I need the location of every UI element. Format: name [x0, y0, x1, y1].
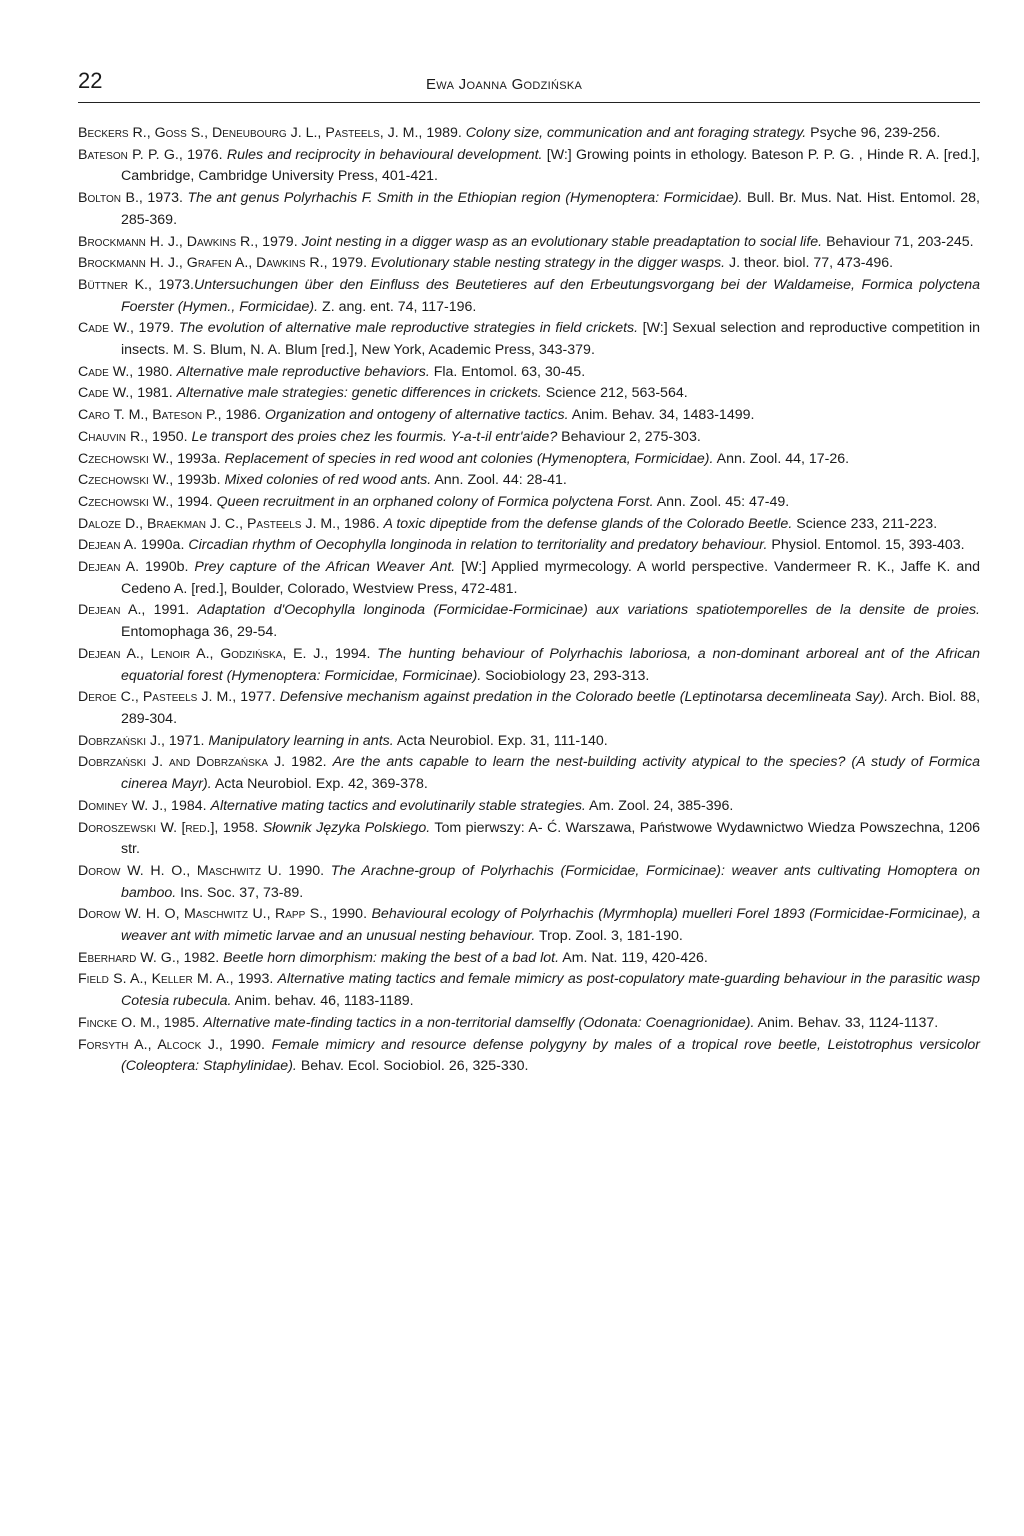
reference-year: 1982.: [179, 949, 224, 966]
reference-authors: Bolton B.,: [78, 190, 143, 207]
reference-title: Alternative male strategies: genetic differences in crickets.: [176, 385, 542, 402]
reference-entry: [78, 405, 980, 427]
reference-year: 1991.: [145, 602, 198, 619]
reference-title: Colony size, communication and ant foraging strategy.: [465, 125, 807, 141]
reference-year: 1990.: [222, 1036, 272, 1053]
reference-year: 1986.: [221, 407, 265, 424]
reference-source: Trop. Zool. 3, 181-190.: [535, 928, 683, 945]
reference-year: 1990.: [327, 906, 372, 923]
reference-source: Anim. Behav. 33, 1124-1137.: [754, 1014, 939, 1031]
reference-entry: [78, 687, 980, 730]
reference-entry: [78, 1013, 980, 1035]
reference-title: The Arachne-group of Polyrhachis (Formicidae, Formicinae): weaver ants cultivating Homoptera on bamboo.: [121, 862, 980, 901]
reference-authors: Dejean A., Lenoir A., Godzińska, E. J.,: [78, 645, 329, 662]
reference-title: The ant genus Polyrhachis F. Smith in the Ethiopian region (Hymenoptera: Formicidae).: [187, 190, 743, 207]
reference-source: Psyche 96, 239-256.: [806, 125, 941, 141]
reference-entry: [78, 752, 980, 795]
reference-authors: Czechowski W.,: [78, 450, 174, 467]
reference-title: Untersuchungen über den Einfluss des Beutetieres auf den Erbeutungsvorgang bei der Waldameise, Formica polyctena Foerster (Hymen., Formicidae).: [121, 276, 981, 315]
reference-source: Fla. Entomol. 63, 30-45.: [429, 363, 586, 380]
reference-source: Arch. Biol. 88, 289-304.: [121, 689, 981, 727]
reference-source: Tom pierwszy: A- Ć. Warszawa, Państwowe Wydawnictwo Wiedza Powszechna, 1206 str.: [121, 819, 980, 858]
reference-entry: [78, 449, 980, 471]
reference-entry: [78, 470, 980, 492]
reference-entry: [78, 904, 980, 947]
reference-year: 1958.: [218, 819, 263, 836]
reference-entry: [78, 383, 980, 405]
reference-title: The hunting behaviour of Polyrhachis laboriosa, a non-dominant arboreal ant of the African equatorial forest (Hymenoptera: Formicidae, Formicinae).: [121, 645, 980, 684]
reference-year: 1994.: [328, 645, 378, 662]
reference-authors: Czechowski W.,: [78, 493, 174, 510]
reference-authors: Cade W.,: [78, 363, 134, 380]
reference-authors: Dobrzański J.,: [78, 732, 165, 749]
running-head-author: Ewa Joanna Godzińska: [426, 76, 583, 93]
reference-year: 1993b.: [173, 472, 225, 489]
reference-authors: Doroszewski W. [red.],: [78, 819, 219, 836]
reference-title: The evolution of alternative male reproductive strategies in field crickets.: [178, 320, 639, 337]
reference-entry: [78, 644, 980, 687]
reference-entry: [78, 492, 980, 514]
reference-authors: Dorow W. H. O., Maschwitz U.: [78, 862, 282, 879]
reference-title: Adaptation d'Oecophylla longinoda (Formicidae-Formicinae) aux variations spatiotemporelles de la densite de proies.: [197, 602, 980, 619]
reference-entry: [78, 861, 980, 904]
reference-year: 1980.: [133, 363, 177, 380]
reference-source: Physiol. Entomol. 15, 393-403.: [767, 537, 965, 554]
reference-title: Organization and ontogeny of alternative tactics.: [264, 407, 569, 424]
reference-title: Are the ants capable to learn the nest-building activity atypical to the species? (A study of Formica cinerea Mayr).: [121, 754, 980, 793]
reference-year: 1971.: [164, 732, 209, 749]
reference-year: 1990b.: [139, 559, 195, 576]
reference-source: Am. Zool. 24, 385-396.: [585, 797, 734, 814]
reference-title: Mixed colonies of red wood ants.: [224, 472, 432, 489]
reference-title: Le transport des proies chez les fourmis. Y-a-t-il entr'aide?: [191, 428, 558, 445]
reference-title: Replacement of species in red wood ant colonies (Hymenoptera, Formicidae).: [224, 450, 714, 467]
reference-year: 1990.: [281, 862, 331, 879]
reference-title: Słownik Języka Polskiego.: [262, 819, 431, 836]
reference-year: 1986.: [340, 515, 384, 532]
reference-source: Behaviour 2, 275-303.: [557, 428, 701, 445]
reference-authors: Daloze D., Braekman J. C., Pasteels J. M.,: [78, 515, 341, 532]
reference-year: 1993.: [233, 971, 278, 988]
reference-year: 1979.: [133, 320, 179, 337]
reference-entry: [78, 818, 980, 861]
reference-authors: Fincke O. M.,: [78, 1014, 160, 1031]
reference-source: Ann. Zool. 45: 47-49.: [653, 493, 790, 510]
reference-year: 1950.: [148, 428, 192, 445]
reference-entry: [78, 557, 980, 600]
reference-authors: Dorow W. H. O, Maschwitz U., Rapp S.,: [78, 906, 328, 923]
reference-title: Rules and reciprocity in behavioural development.: [226, 146, 543, 163]
reference-source: Anim. Behav. 34, 1483-1499.: [568, 407, 755, 424]
reference-authors: Caro T. M., Bateson P.,: [78, 407, 222, 424]
reference-authors: Dejean A.: [78, 537, 138, 554]
reference-entry: [78, 123, 980, 145]
reference-entry: [78, 232, 980, 254]
reference-authors: Field S. A., Keller M. A.,: [78, 971, 234, 988]
reference-year: 1979.: [327, 255, 371, 272]
reference-title: Alternative mating tactics and evolutinarily stable strategies.: [210, 797, 586, 814]
reference-source: Sociobiology 23, 293-313.: [481, 667, 650, 684]
page-number: 22: [78, 68, 103, 93]
reference-year: 1989.: [422, 125, 466, 141]
reference-source: [W:] Sexual selection and reproductive competition in insects. M. S. Blum, N. A. Blum [red.], New York, Academic Press, 343-379.: [121, 320, 981, 359]
reference-year: 1985.: [159, 1014, 204, 1031]
reference-title: Queen recruitment in an orphaned colony of Formica polyctena Forst.: [216, 493, 654, 510]
reference-title: Alternative mating tactics and female mimicry as post-copulatory mate-guarding behaviour in the parasitic wasp Cotesia rubecula.: [121, 971, 981, 1010]
reference-entry: [78, 427, 980, 449]
reference-authors: Dominey W. J.,: [78, 797, 168, 814]
reference-source: Acta Neurobiol. Exp. 31, 111-140.: [393, 732, 608, 749]
reference-entry: [78, 535, 980, 557]
reference-entry: [78, 318, 980, 361]
reference-entry: [78, 253, 980, 275]
reference-source: Bull. Br. Mus. Nat. Hist. Entomol. 28, 285-369.: [121, 190, 981, 228]
reference-title: Evolutionary stable nesting strategy in the digger wasps.: [370, 255, 726, 272]
reference-entry: [78, 600, 980, 643]
reference-year: 1982.: [285, 754, 333, 771]
reference-authors: Bateson P. P. G.,: [78, 146, 183, 163]
reference-entry: [78, 1035, 980, 1078]
reference-title: A toxic dipeptide from the defense glands of the Colorado Beetle.: [383, 515, 793, 532]
reference-entry: [78, 948, 980, 970]
reference-entry: [78, 514, 980, 536]
reference-authors: Dobrzański J. and Dobrzańska J.: [78, 754, 286, 771]
reference-source: Z. ang. ent. 74, 117-196.: [318, 298, 477, 315]
reference-source: Entomophaga 36, 29-54.: [121, 624, 278, 641]
reference-entry: [78, 188, 980, 231]
reference-year: 1973.: [142, 190, 188, 207]
reference-entry: [78, 145, 980, 188]
reference-title: Alternative male reproductive behaviors.: [176, 363, 430, 380]
reference-authors: Cade W.,: [78, 385, 134, 402]
reference-source: Science 233, 211-223.: [792, 515, 938, 532]
reference-source: Ann. Zool. 44, 17-26.: [713, 450, 850, 467]
reference-entry: [78, 275, 980, 318]
reference-source: Behav. Ecol. Sociobiol. 26, 325-330.: [296, 1058, 529, 1075]
reference-title: Behavioural ecology of Polyrhachis (Myrmhopla) muelleri Forel 1893 (Formicidae-Formicinae), a weaver ant with mimetic larvae and an unusual nesting behaviour.: [121, 906, 980, 945]
reference-entry: [78, 796, 980, 818]
reference-authors: Czechowski W.,: [78, 472, 174, 489]
page: [78, 66, 980, 1078]
reference-authors: Dejean A.: [78, 559, 140, 576]
reference-entry: [78, 362, 980, 384]
reference-authors: Chauvin R.,: [78, 428, 149, 445]
reference-source: [W:] Applied myrmecology. A world perspective. Vandermeer R. K., Jaffe K. and Cedeno A. [red.], Boulder, Colorado, Westview Press, 472-481.: [121, 559, 980, 597]
reference-source: Science 212, 563-564.: [541, 385, 688, 402]
reference-year: 1977.: [236, 689, 280, 706]
reference-year: 1973.: [151, 276, 194, 293]
reference-authors: Forsyth A., Alcock J.,: [78, 1036, 223, 1053]
reference-authors: Brockmann H. J., Grafen A., Dawkins R.,: [78, 255, 328, 272]
reference-authors: Brockmann H. J., Dawkins R.,: [78, 233, 259, 250]
reference-authors: Cade W.,: [78, 320, 134, 337]
reference-authors: Dejean A.,: [78, 602, 146, 619]
reference-source: Ann. Zool. 44: 28-41.: [431, 472, 567, 489]
reference-year: 1994.: [173, 493, 217, 510]
reference-title: Defensive mechanism against predation in the Colorado beetle (Leptinotarsa decemlineata Say).: [279, 689, 889, 706]
reference-source: Anim. behav. 46, 1183-1189.: [231, 993, 414, 1010]
reference-source: Am. Nat. 119, 420-426.: [559, 949, 708, 966]
reference-authors: Eberhard W. G.,: [78, 949, 180, 966]
reference-title: Alternative mate-finding tactics in a non-territorial damselfly (Odonata: Coenagrionidae).: [203, 1014, 755, 1031]
reference-authors: Beckers R., Goss S., Deneubourg J. L., Pasteels, J. M.,: [78, 125, 423, 141]
reference-title: Joint nesting in a digger wasp as an evolutionary stable preadaptation to social life.: [301, 233, 823, 250]
reference-year: 1993a.: [173, 450, 225, 467]
reference-title: Prey capture of the African Weaver Ant.: [194, 559, 456, 576]
reference-entry: [78, 731, 980, 753]
running-head: [78, 66, 980, 103]
reference-year: 1990a.: [137, 537, 189, 554]
reference-title: Manipulatory learning in ants.: [208, 732, 394, 749]
reference-list: [78, 123, 980, 1078]
reference-authors: Deroe C., Pasteels J. M.,: [78, 689, 237, 706]
reference-year: 1976.: [182, 146, 227, 163]
reference-source: J. theor. biol. 77, 473-496.: [725, 255, 894, 272]
reference-title: Beetle horn dimorphism: making the best of a bad lot.: [223, 949, 560, 966]
reference-title: Circadian rhythm of Oecophylla longinoda in relation to territoriality and predatory behaviour.: [188, 537, 768, 554]
reference-source: [W:] Growing points in ethology. Bateson P. P. G. , Hinde R. A. [red.], Cambridge, Cambridge University Press, 401-421.: [121, 146, 981, 185]
reference-year: 1981.: [133, 385, 177, 402]
reference-year: 1979.: [258, 233, 302, 250]
reference-source: Ins. Soc. 37, 73-89.: [176, 884, 304, 901]
reference-source: Behaviour 71, 203-245.: [822, 233, 974, 250]
reference-title: Female mimicry and resource defense polygyny by males of a tropical rove beetle, Leistotrophus versicolor (Coleoptera: Staphylinidae).: [121, 1036, 980, 1075]
reference-entry: [78, 969, 980, 1012]
reference-source: Acta Neurobiol. Exp. 42, 369-378.: [211, 776, 428, 793]
reference-year: 1984.: [167, 797, 211, 814]
reference-authors: Büttner K.,: [78, 276, 152, 293]
